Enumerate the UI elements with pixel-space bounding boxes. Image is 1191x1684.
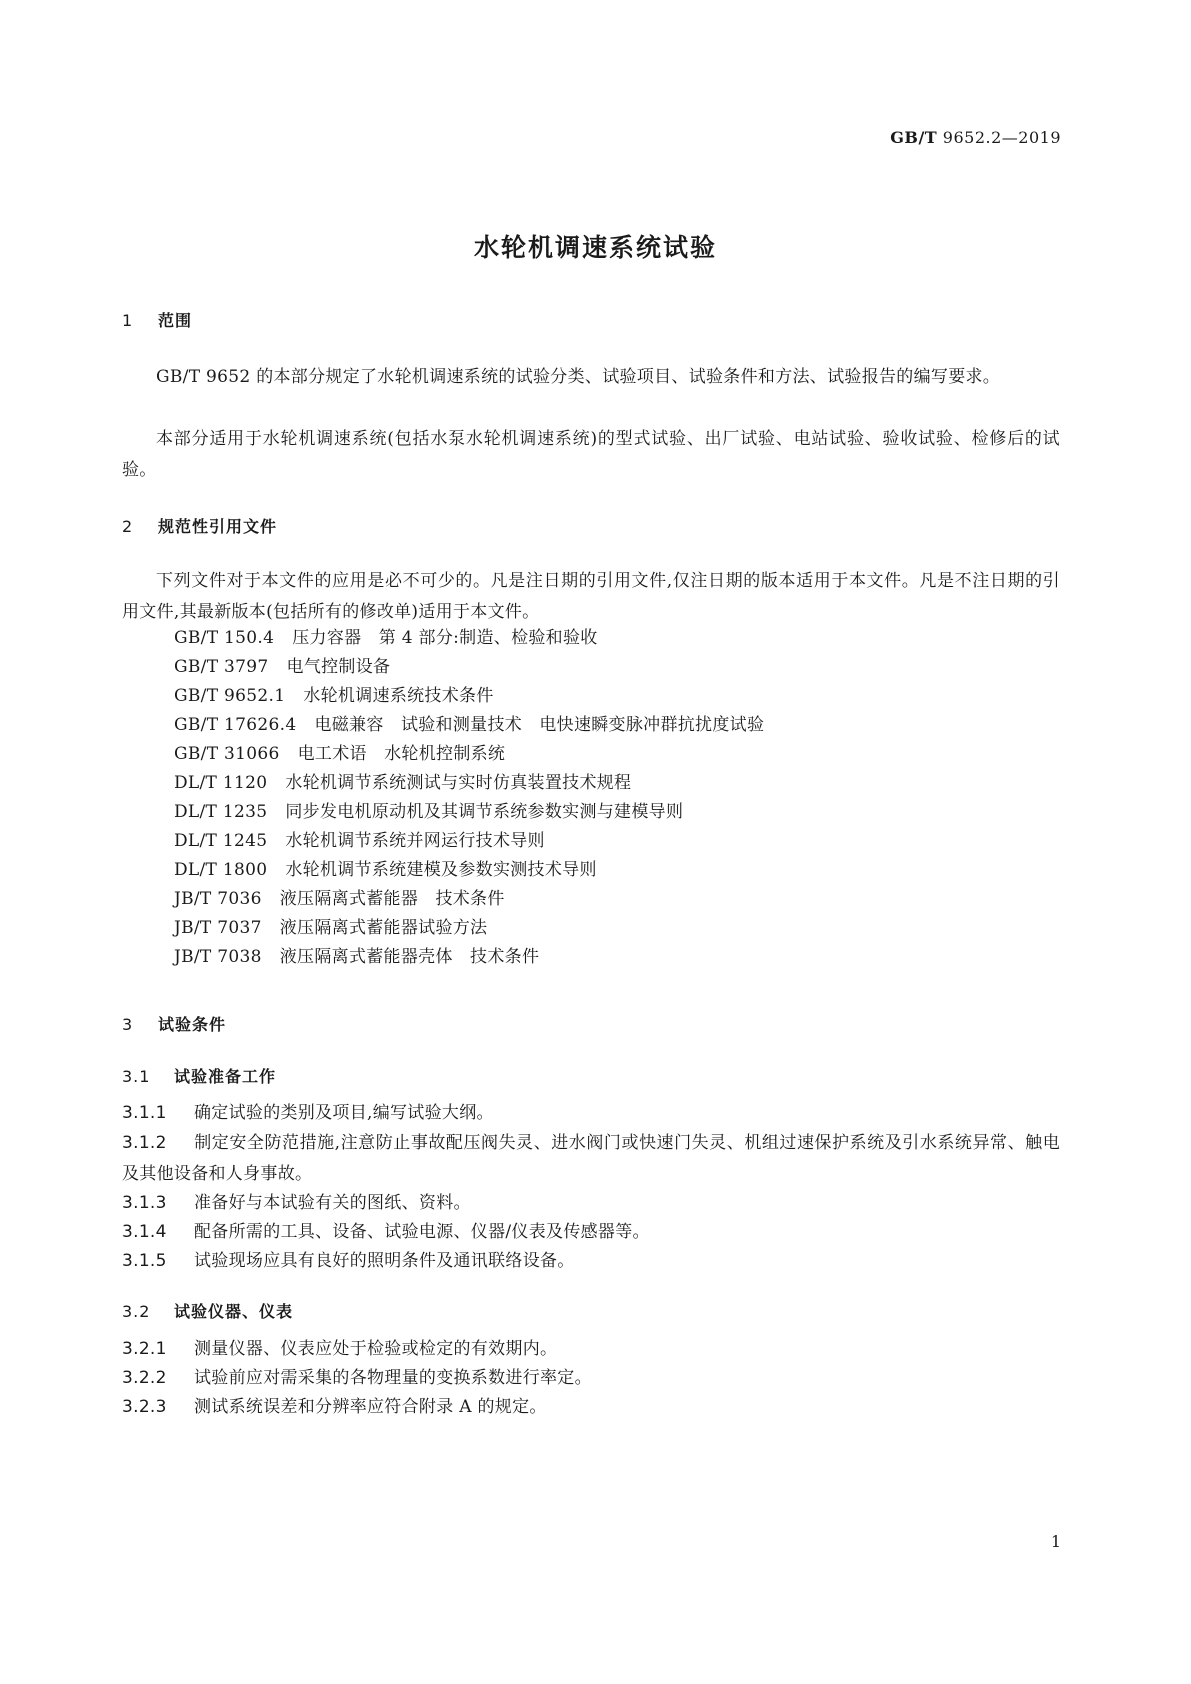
clause-item (122, 1246, 1060, 1277)
reference-code: JB/T 7037 (174, 918, 262, 938)
reference-code: GB/T 31066 (174, 744, 280, 764)
section-1-heading (122, 308, 192, 331)
clause-text: 制定安全防范措施,注意防止事故配压阀失灵、进水阀门或快速门失灵、机组过速保护系统及引水系统异常、触电及其他设备和人身事故。 (122, 1133, 1060, 1184)
reference-name: 水轮机调速系统技术条件 (303, 686, 494, 706)
section-1-para-1: GB/T 9652 的本部分规定了水轮机调速系统的试验分类、试验项目、试验条件和方法、试验报告的编写要求。 (156, 367, 1001, 387)
clause-item (122, 1128, 1060, 1190)
clause-text: 试验前应对需采集的各物理量的变换系数进行率定。 (194, 1368, 592, 1388)
reference-item (174, 739, 505, 770)
reference-item (174, 623, 598, 654)
reference-name: 液压隔离式蓄能器壳体 技术条件 (279, 947, 540, 967)
section-number: 1 (122, 311, 134, 330)
page-title: 水轮机调速系统试验 (473, 233, 717, 262)
reference-name: 水轮机调节系统测试与实时仿真装置技术规程 (285, 773, 632, 793)
clause-text: 准备好与本试验有关的图纸、资料。 (194, 1193, 471, 1213)
section-title: 规范性引用文件 (158, 517, 278, 536)
clause-item (122, 1217, 1060, 1248)
section-title: 试验条件 (158, 1015, 227, 1034)
clause-text: 测量仪器、仪表应处于检验或检定的有效期内。 (194, 1339, 558, 1359)
reference-item (174, 681, 494, 712)
clause-text: 确定试验的类别及项目,编写试验大纲。 (194, 1103, 494, 1123)
clause-item (122, 1392, 1060, 1423)
clause-text: 配备所需的工具、设备、试验电源、仪器/仪表及传感器等。 (194, 1222, 650, 1242)
reference-code: GB/T 17626.4 (174, 715, 297, 735)
reference-item (174, 710, 764, 741)
clause-text: 试验现场应具有良好的照明条件及通讯联络设备。 (194, 1251, 575, 1271)
reference-name: 水轮机调节系统建模及参数实测技术导则 (285, 860, 597, 880)
reference-code: DL/T 1245 (174, 831, 268, 851)
clause-number: 3.1.5 (122, 1251, 167, 1271)
reference-code: GB/T 3797 (174, 657, 269, 677)
section-3-2-heading (122, 1299, 293, 1322)
reference-name: 电工术语 水轮机控制系统 (297, 744, 506, 764)
section-1-para-2: 本部分适用于水轮机调速系统(包括水泵水轮机调速系统)的型式试验、出厂试验、电站试验、验收试验、检修后的试验。 (122, 429, 1060, 480)
reference-item (174, 652, 390, 683)
reference-code: GB/T 9652.1 (174, 686, 286, 706)
clause-number: 3.2.3 (122, 1397, 167, 1417)
section-title: 试验准备工作 (174, 1067, 277, 1086)
standard-code (890, 128, 1061, 147)
reference-name: 电磁兼容 试验和测量技术 电快速瞬变脉冲群抗扰度试验 (314, 715, 765, 735)
reference-name: 压力容器 第 4 部分:制造、检验和验收 (292, 628, 598, 648)
clause-item (122, 1334, 1060, 1365)
clause-number: 3.1.1 (122, 1103, 167, 1123)
section-title: 范围 (158, 311, 193, 330)
clause-number: 3.2.1 (122, 1339, 167, 1359)
clause-number: 3.1.3 (122, 1193, 167, 1213)
reference-code: DL/T 1120 (174, 773, 268, 793)
clause-item (122, 1098, 1060, 1129)
section-2-intro: 下列文件对于本文件的应用是必不可少的。凡是注日期的引用文件,仅注日期的版本适用于本文件。凡是不注日期的引用文件,其最新版本(包括所有的修改单)适用于本文件。 (122, 571, 1060, 622)
standard-code-prefix: GB/T (890, 128, 938, 147)
page-number: 1 (1050, 1532, 1061, 1551)
section-title: 试验仪器、仪表 (174, 1302, 294, 1321)
section-2-heading (122, 514, 277, 537)
reference-item (174, 855, 597, 886)
reference-code: GB/T 150.4 (174, 628, 275, 648)
reference-name: 同步发电机原动机及其调节系统参数实测与建模导则 (285, 802, 684, 822)
clause-item (122, 1188, 1060, 1219)
clause-number: 3.2.2 (122, 1368, 167, 1388)
reference-item (174, 913, 487, 944)
reference-name: 水轮机调节系统并网运行技术导则 (285, 831, 545, 851)
reference-item (174, 826, 545, 857)
reference-name: 液压隔离式蓄能器 技术条件 (279, 889, 505, 909)
reference-item (174, 884, 505, 915)
reference-name: 液压隔离式蓄能器试验方法 (279, 918, 488, 938)
section-number: 3.2 (122, 1302, 151, 1321)
section-3-heading (122, 1012, 226, 1035)
clause-text: 测试系统误差和分辨率应符合附录 A 的规定。 (194, 1397, 547, 1417)
clause-item (122, 1363, 1060, 1394)
section-3-1-heading (122, 1064, 276, 1087)
clause-number: 3.1.2 (122, 1133, 167, 1153)
standard-code-number: 9652.2—2019 (942, 128, 1061, 147)
reference-code: JB/T 7036 (174, 889, 262, 909)
reference-name: 电气控制设备 (286, 657, 391, 677)
clause-number: 3.1.4 (122, 1222, 167, 1242)
reference-item (174, 768, 631, 799)
section-number: 3.1 (122, 1067, 151, 1086)
reference-code: DL/T 1235 (174, 802, 268, 822)
reference-code: DL/T 1800 (174, 860, 268, 880)
reference-code: JB/T 7038 (174, 947, 262, 967)
section-number: 3 (122, 1015, 134, 1034)
reference-item (174, 942, 539, 973)
section-number: 2 (122, 517, 134, 536)
reference-item (174, 797, 683, 828)
